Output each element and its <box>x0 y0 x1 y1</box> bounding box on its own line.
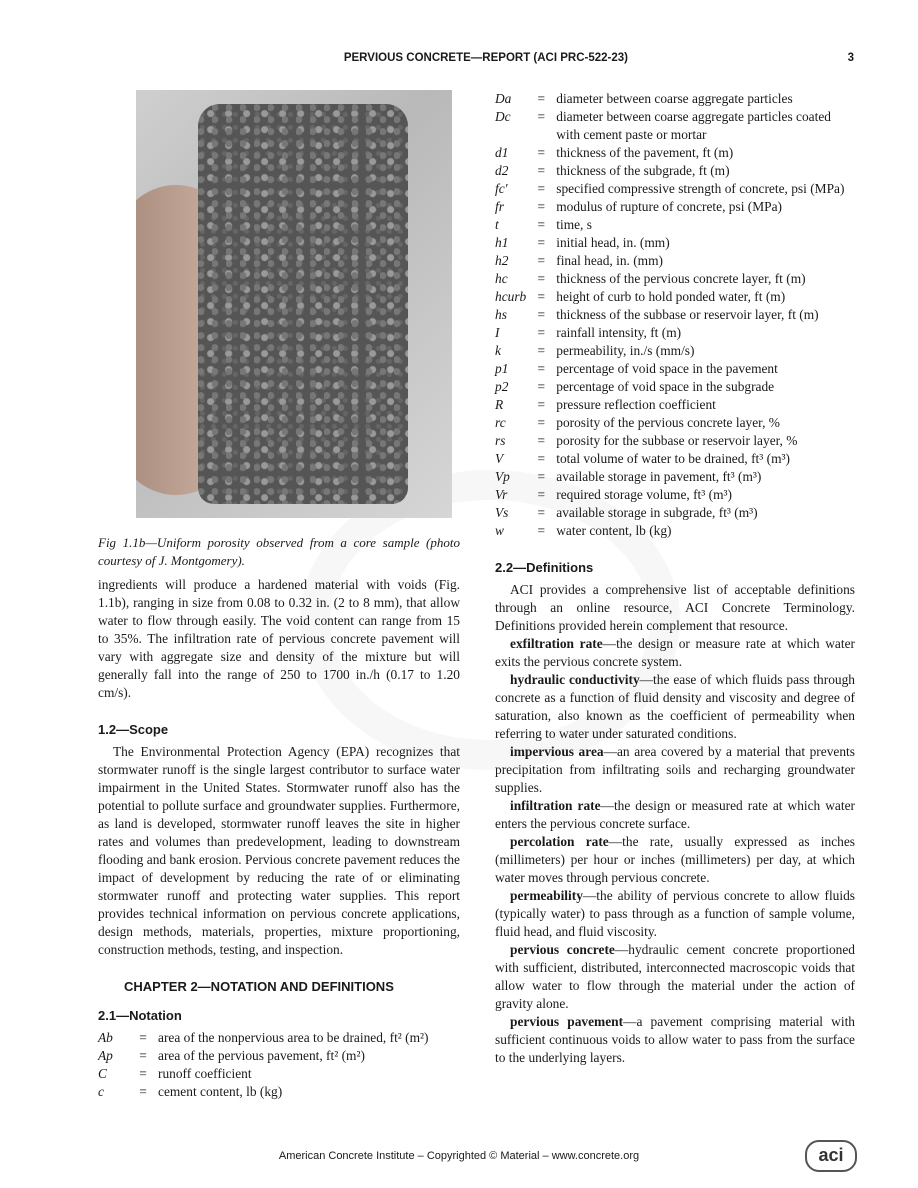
notation-sym: Dc <box>495 109 511 124</box>
notation-row <box>495 180 855 198</box>
notation-sym: h1 <box>495 235 509 250</box>
definition-term: infiltration rate <box>510 798 601 813</box>
notation-desc: time, s <box>556 217 592 232</box>
notation-eq: = <box>139 1084 147 1099</box>
notation-desc: porosity for the subbase or reservoir layer, % <box>556 433 798 448</box>
notation-sym: p1 <box>495 361 509 376</box>
notation-eq: = <box>537 271 546 286</box>
notation-desc: required storage volume, ft³ (m³) <box>556 487 732 502</box>
definitions-list <box>495 635 855 1067</box>
notation-eq: = <box>537 91 546 106</box>
notation-sym: fc′ <box>495 181 508 196</box>
core-sample-photo <box>136 90 452 518</box>
notation-row <box>495 450 855 468</box>
notation-eq: = <box>537 451 546 466</box>
notation-row <box>495 288 855 306</box>
notation-row <box>98 1065 429 1083</box>
notation-eq: = <box>537 487 546 502</box>
running-header <box>0 52 918 68</box>
definition-item <box>495 1013 855 1067</box>
left-column <box>98 90 460 1101</box>
notation-row <box>495 252 855 270</box>
notation-sym: V <box>495 451 504 466</box>
definition-text: —hydraulic cement concrete proportioned with sufficient, distributed, interconnected macroscopic voids that allow water to flow through the material under the action of gravity alone. <box>495 942 855 1011</box>
definition-text: —the design or measured rate at which water enters the pervious concrete surface. <box>495 798 855 831</box>
definitions-heading: 2.2—Definitions <box>495 560 594 575</box>
notation-row <box>495 144 855 162</box>
notation-row <box>495 108 855 144</box>
definition-item <box>495 671 855 743</box>
notation-sym: w <box>495 523 504 538</box>
notation-eq: = <box>537 433 546 448</box>
footer-text: American Concrete Institute – Copyrighted © Material – www.concrete.org <box>278 1150 640 1162</box>
definition-item <box>495 833 855 887</box>
notation-desc: diameter between coarse aggregate particles coated with cement paste or mortar <box>556 109 831 142</box>
definition-item <box>495 887 855 941</box>
notation-sym: C <box>98 1066 107 1081</box>
notation-eq: = <box>537 307 546 322</box>
figure-caption: Fig 1.1b—Uniform porosity observed from a core sample (photo courtesy of J. Montgomery). <box>98 535 460 568</box>
definition-item <box>495 941 855 1013</box>
notation-row <box>495 522 855 540</box>
notation-row <box>495 486 855 504</box>
scope-heading: 1.2—Scope <box>98 722 169 737</box>
notation-sym: Vs <box>495 505 509 520</box>
concrete-core <box>198 104 408 504</box>
notation-eq: = <box>537 199 546 214</box>
notation-desc: permeability, in./s (mm/s) <box>556 343 695 358</box>
notation-desc: final head, in. (mm) <box>556 253 663 268</box>
notation-row <box>495 396 855 414</box>
notation-eq: = <box>537 289 546 304</box>
notation-sym: R <box>495 397 504 412</box>
notation-eq: = <box>537 325 546 340</box>
notation-desc: cement content, lb (kg) <box>158 1084 283 1099</box>
notation-sym: c <box>98 1084 104 1099</box>
definition-text: —the design or measure rate at which water exits the pervious concrete system. <box>495 636 855 669</box>
header-title: PERVIOUS CONCRETE—REPORT (ACI PRC-522-23) <box>343 52 628 64</box>
notation-heading: 2.1—Notation <box>98 1008 182 1023</box>
notation-eq: = <box>537 181 546 196</box>
notation-row <box>495 324 855 342</box>
notation-sym: d1 <box>495 145 509 160</box>
scope-paragraph: The Environmental Protection Agency (EPA) recognizes that stormwater runoff is the single largest contributor to surface water impairment in the United States. Stormwater runoff also has the potential to pollute surface and groundwater supplies. Furthermore, as land is developed, stormwater runoff leaves the site in higher rates and volumes than predevelopment, leading to downstream flooding and bank erosion. Pervious concrete pavement reduces the impact of development by reducing the rate of or eliminating stormwater runoff and protecting water supplies. This report provides technical information on pervious concrete applications, design methods, materials, properties, mixture proportioning, construction methods, testing, and inspection. <box>98 744 460 957</box>
definition-text: —a pavement comprising material with sufficient continuous voids to allow water to pass from the surface to the underlying layers. <box>495 1014 855 1065</box>
notation-desc: modulus of rupture of concrete, psi (MPa) <box>556 199 782 214</box>
notation-desc: area of the nonpervious area to be drained, ft² (m²) <box>158 1030 429 1045</box>
notation-sym: Da <box>495 91 512 106</box>
definition-term: permeability <box>510 888 583 903</box>
definition-term: pervious concrete <box>510 942 615 957</box>
aci-logo: aci <box>805 1140 857 1172</box>
notation-row <box>495 162 855 180</box>
notation-desc: thickness of the subbase or reservoir layer, ft (m) <box>556 307 819 322</box>
notation-desc: porosity of the pervious concrete layer, % <box>556 415 780 430</box>
notation-desc: thickness of the pavement, ft (m) <box>556 145 734 160</box>
notation-sym: Vp <box>495 469 510 484</box>
notation-row <box>495 216 855 234</box>
notation-eq: = <box>537 469 546 484</box>
notation-eq: = <box>537 361 546 376</box>
notation-row <box>495 504 855 522</box>
notation-desc: area of the pervious pavement, ft² (m²) <box>158 1048 365 1063</box>
notation-sym: Vr <box>495 487 508 502</box>
notation-eq: = <box>537 523 546 538</box>
notation-eq: = <box>537 109 546 124</box>
notation-eq: = <box>139 1066 147 1081</box>
notation-sym: k <box>495 343 501 358</box>
definition-text: —the ease of which fluids pass through concrete as a function of fluid density and viscosity and degree of saturation, also known as the coefficient of permeability when referring to water under saturated conditions. <box>495 672 855 741</box>
definition-text: —an area covered by a material that prevents precipitation from infiltrating soils and recharging groundwater supplies. <box>495 744 855 795</box>
notation-sym: p2 <box>495 379 509 394</box>
definitions-intro: ACI provides a comprehensive list of acceptable definitions through an online resource, ACI Concrete Terminology. Definitions provided herein complement that resource. <box>495 582 855 633</box>
notation-desc: percentage of void space in the subgrade <box>556 379 775 394</box>
chapter-heading: CHAPTER 2—NOTATION AND DEFINITIONS <box>124 979 394 994</box>
notation-row <box>495 306 855 324</box>
notation-eq: = <box>537 343 546 358</box>
notation-desc: total volume of water to be drained, ft³ (m³) <box>556 451 790 466</box>
notation-row <box>495 342 855 360</box>
notation-sym: Ap <box>98 1048 113 1063</box>
notation-desc: rainfall intensity, ft (m) <box>556 325 682 340</box>
notation-row <box>495 234 855 252</box>
notation-desc: runoff coefficient <box>158 1066 252 1081</box>
notation-desc: pressure reflection coefficient <box>556 397 716 412</box>
notation-sym: hcurb <box>495 289 527 304</box>
notation-sym: h2 <box>495 253 509 268</box>
notation-desc: initial head, in. (mm) <box>556 235 670 250</box>
notation-sym: hc <box>495 271 508 286</box>
notation-eq: = <box>537 217 546 232</box>
notation-desc: height of curb to hold ponded water, ft (m) <box>556 289 786 304</box>
notation-row <box>98 1029 429 1047</box>
definition-text: —the rate, usually expressed as inches (millimeters) per hour or inches (millimeters) per day, at which water moves through pervious concrete. <box>495 834 856 885</box>
notation-row <box>495 198 855 216</box>
definition-item <box>495 797 855 833</box>
notation-desc: available storage in subgrade, ft³ (m³) <box>556 505 758 520</box>
notation-row <box>495 432 855 450</box>
notation-eq: = <box>139 1030 147 1045</box>
notation-eq: = <box>537 253 546 268</box>
notation-eq: = <box>537 145 546 160</box>
notation-eq: = <box>537 235 546 250</box>
notation-sym: rs <box>495 433 506 448</box>
notation-row <box>495 468 855 486</box>
definition-item <box>495 743 855 797</box>
notation-sym: t <box>495 217 499 232</box>
page-number: 3 <box>847 52 854 64</box>
notation-row <box>98 1047 429 1065</box>
notation-desc: diameter between coarse aggregate particles <box>556 91 793 106</box>
definition-term: pervious pavement <box>510 1014 624 1029</box>
notation-sym: Ab <box>98 1030 113 1045</box>
notation-desc: thickness of the pervious concrete layer, ft (m) <box>556 271 806 286</box>
definition-term: impervious area <box>510 744 604 759</box>
notation-eq: = <box>537 415 546 430</box>
notation-eq: = <box>537 505 546 520</box>
notation-row <box>495 360 855 378</box>
notation-row <box>495 414 855 432</box>
notation-table-left <box>98 1029 429 1101</box>
notation-eq: = <box>537 379 546 394</box>
definition-term: percolation rate <box>510 834 609 849</box>
definition-item <box>495 635 855 671</box>
notation-eq: = <box>139 1048 147 1063</box>
notation-desc: specified compressive strength of concrete, psi (MPa) <box>556 181 845 196</box>
notation-desc: thickness of the subgrade, ft (m) <box>556 163 730 178</box>
definition-term: hydraulic conductivity <box>510 672 640 687</box>
notation-row <box>495 270 855 288</box>
definition-text: —the ability of pervious concrete to allow fluids (typically water) to pass through as a function of sample volume, fluid head, and fluid viscosity. <box>495 888 855 939</box>
notation-sym: I <box>495 325 500 340</box>
notation-sym: d2 <box>495 163 509 178</box>
notation-eq: = <box>537 397 546 412</box>
notation-sym: hs <box>495 307 507 322</box>
notation-desc: percentage of void space in the pavement <box>556 361 778 376</box>
right-column <box>495 90 855 1067</box>
notation-row <box>98 1083 429 1101</box>
intro-paragraph: ingredients will produce a hardened material with voids (Fig. 1.1b), ranging in size from 0.08 to 0.32 in. (2 to 8 mm), that allow water to flow through easily. The void content can range from 15 to 35%. The infiltration rate of pervious concrete pavement will vary with aggregate size and density of the mixture but will generally fall into the range of 250 to 1700 in./h (0.17 to 1.20 cm/s). <box>98 577 460 700</box>
notation-eq: = <box>537 163 546 178</box>
notation-desc: water content, lb (kg) <box>556 523 672 538</box>
notation-row <box>495 378 855 396</box>
definition-term: exfiltration rate <box>510 636 603 651</box>
notation-sym: rc <box>495 415 506 430</box>
notation-desc: available storage in pavement, ft³ (m³) <box>556 469 762 484</box>
notation-row <box>495 90 855 108</box>
notation-sym: fr <box>495 199 504 214</box>
notation-table-right <box>495 90 855 540</box>
